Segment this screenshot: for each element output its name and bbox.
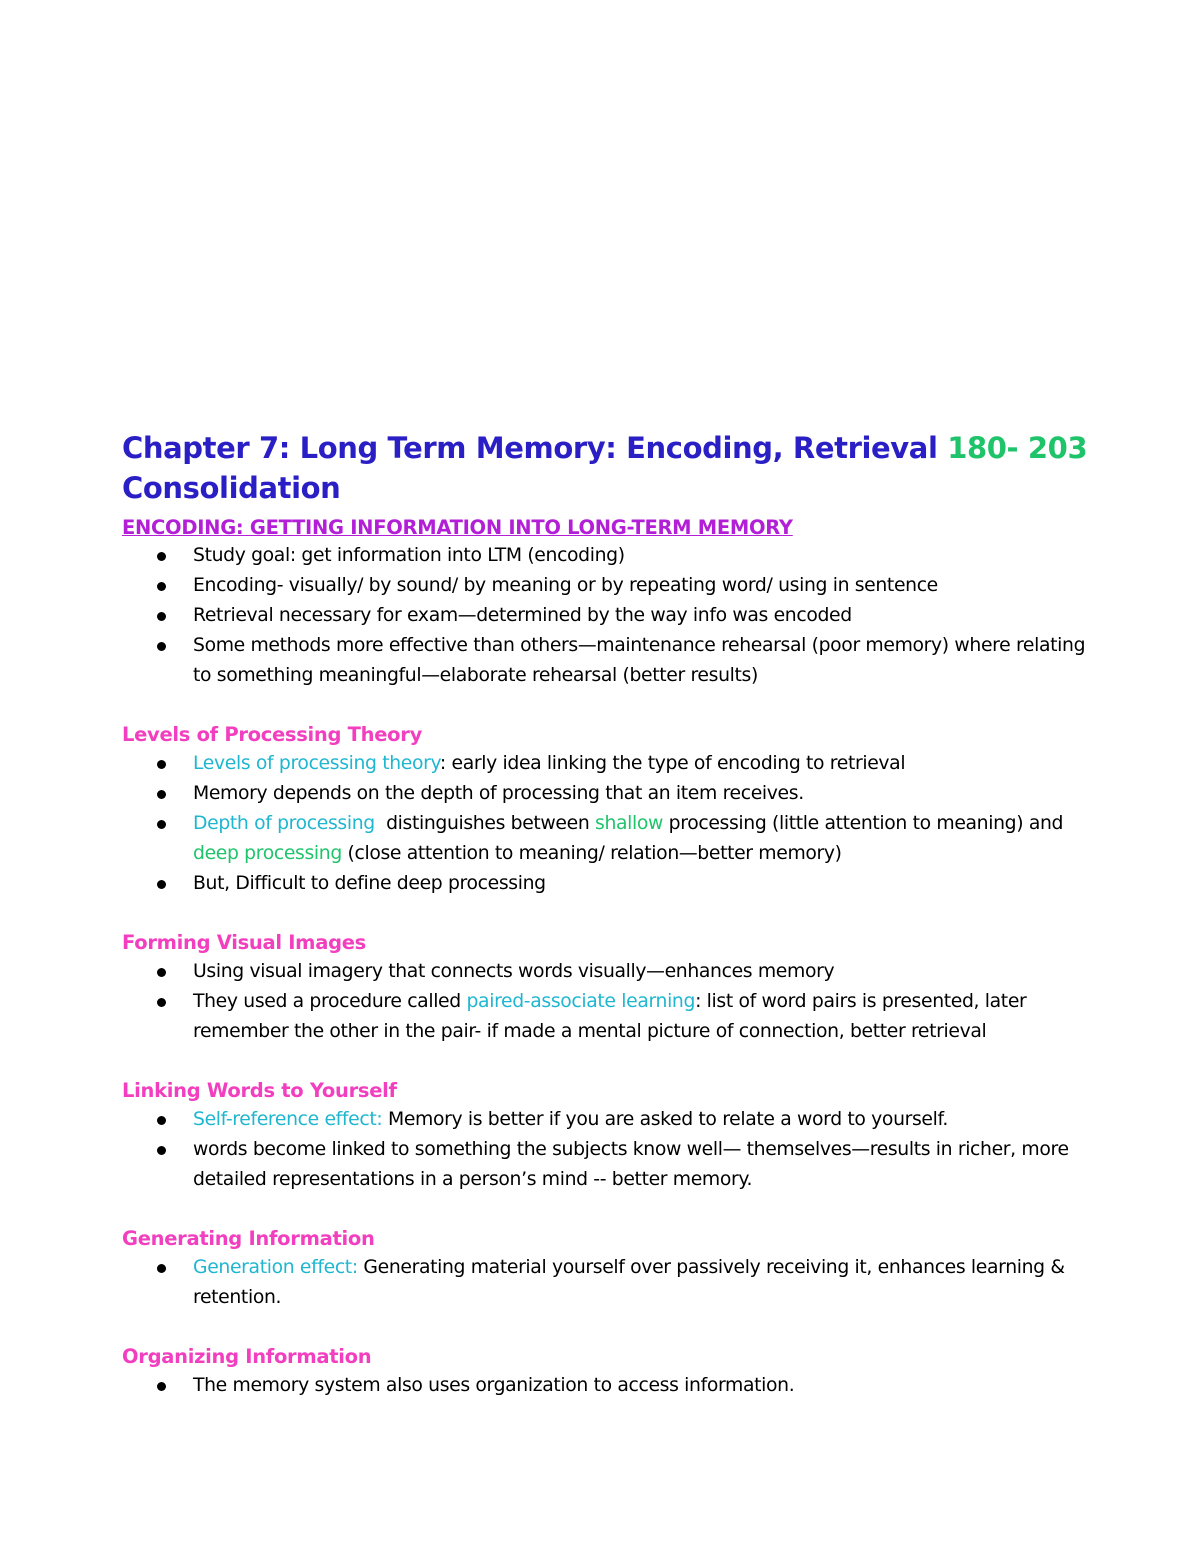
list-item (122, 869, 1102, 899)
bullet-icon (157, 820, 166, 829)
generating-b1-text: Generating material yourself over passively receiving it, enhances learning & retention. (193, 1257, 1065, 1308)
bullet-icon (157, 612, 166, 621)
visual-bullet-list (122, 957, 1102, 1047)
chapter-title-line2: Consolidation (122, 471, 341, 505)
levels-section (122, 721, 1102, 899)
organizing-heading: Organizing Information (122, 1345, 372, 1368)
visual-section (122, 929, 1102, 1047)
generating-heading: Generating Information (122, 1227, 375, 1250)
visual-b2-text1: They used a procedure called (193, 991, 467, 1012)
list-item (122, 631, 1102, 691)
bullet-icon (157, 1146, 166, 1155)
levels-b2-text: Memory depends on the depth of processing that an item receives. (193, 783, 804, 804)
chapter-title (122, 428, 1102, 508)
bullet-icon (157, 790, 166, 799)
list-item (122, 779, 1102, 809)
list-item (122, 541, 1102, 571)
list-item (122, 571, 1102, 601)
chapter-title-line1: Chapter 7: Long Term Memory: Encoding, Retrieval (122, 431, 938, 465)
bullet-icon (157, 1116, 166, 1125)
generation-effect-term: Generation effect: (193, 1257, 358, 1278)
levels-heading: Levels of Processing Theory (122, 723, 422, 746)
organizing-section (122, 1343, 1102, 1401)
levels-b1-text: : early idea linking the type of encoding to retrieval (439, 753, 906, 774)
organizing-bullet-list (122, 1371, 1102, 1401)
bullet-icon (157, 968, 166, 977)
encoding-bullet-3: Retrieval necessary for exam—determined by the way info was encoded (193, 605, 852, 626)
depth-term: Depth of processing (193, 813, 375, 834)
paired-associate-term: paired-associate learning (466, 991, 696, 1012)
list-item (122, 1371, 1102, 1401)
bullet-icon (157, 552, 166, 561)
list-item (122, 1105, 1102, 1135)
shallow-term: shallow (595, 813, 664, 834)
levels-b3-text3: (close attention to meaning/ relation—better memory) (341, 843, 842, 864)
document-content (122, 428, 1102, 1401)
visual-heading: Forming Visual Images (122, 931, 366, 954)
encoding-bullet-1: Study goal: get information into LTM (encoding) (193, 545, 625, 566)
encoding-bullet-2: Encoding- visually/ by sound/ by meaning or by repeating word/ using in sentence (193, 575, 938, 596)
list-item (122, 957, 1102, 987)
deep-processing-term: deep processing (193, 843, 342, 864)
visual-b1-text: Using visual imagery that connects words visually—enhances memory (193, 961, 835, 982)
generating-section (122, 1225, 1102, 1313)
encoding-heading: ENCODING: GETTING INFORMATION INTO LONG‐TERM MEMORY (122, 516, 793, 539)
bullet-icon (157, 1264, 166, 1273)
levels-term: Levels of processing theory (193, 753, 440, 774)
list-item (122, 809, 1102, 869)
levels-bullet-list (122, 749, 1102, 899)
organizing-b1-text: The memory system also uses organization to access information. (193, 1375, 795, 1396)
list-item (122, 1253, 1102, 1313)
linking-heading: Linking Words to Yourself (122, 1079, 397, 1102)
levels-b3-text1: distinguishes between (374, 813, 596, 834)
bullet-icon (157, 880, 166, 889)
levels-b4-text: But, Difficult to define deep processing (193, 873, 546, 894)
list-item (122, 1135, 1102, 1195)
generating-bullet-list (122, 1253, 1102, 1313)
bullet-icon (157, 1382, 166, 1391)
list-item (122, 987, 1102, 1047)
list-item (122, 601, 1102, 631)
visual-b2-text2: : list of word pairs is presented, later remember the other in the pair- if made a mental picture of connection, better retrieval (193, 991, 1027, 1042)
bullet-icon (157, 582, 166, 591)
bullet-icon (157, 760, 166, 769)
chapter-page-range: 180- 203 (947, 431, 1088, 465)
encoding-bullet-list (122, 541, 1102, 691)
encoding-bullet-4: Some methods more effective than others—maintenance rehearsal (poor memory) where relating to something meaningful—elaborate rehearsal (better results) (193, 635, 1086, 686)
linking-section (122, 1077, 1102, 1195)
linking-b2-text: words become linked to something the subjects know well— themselves—results in richer, more detailed representations in a person’s mind -- better memory. (193, 1139, 1069, 1190)
linking-b1-text: Memory is better if you are asked to relate a word to yourself. (382, 1109, 949, 1130)
list-item (122, 749, 1102, 779)
bullet-icon (157, 642, 166, 651)
self-reference-term: Self-reference effect: (193, 1109, 383, 1130)
levels-b3-text2: processing (little attention to meaning) and (663, 813, 1064, 834)
bullet-icon (157, 998, 166, 1007)
linking-bullet-list (122, 1105, 1102, 1195)
